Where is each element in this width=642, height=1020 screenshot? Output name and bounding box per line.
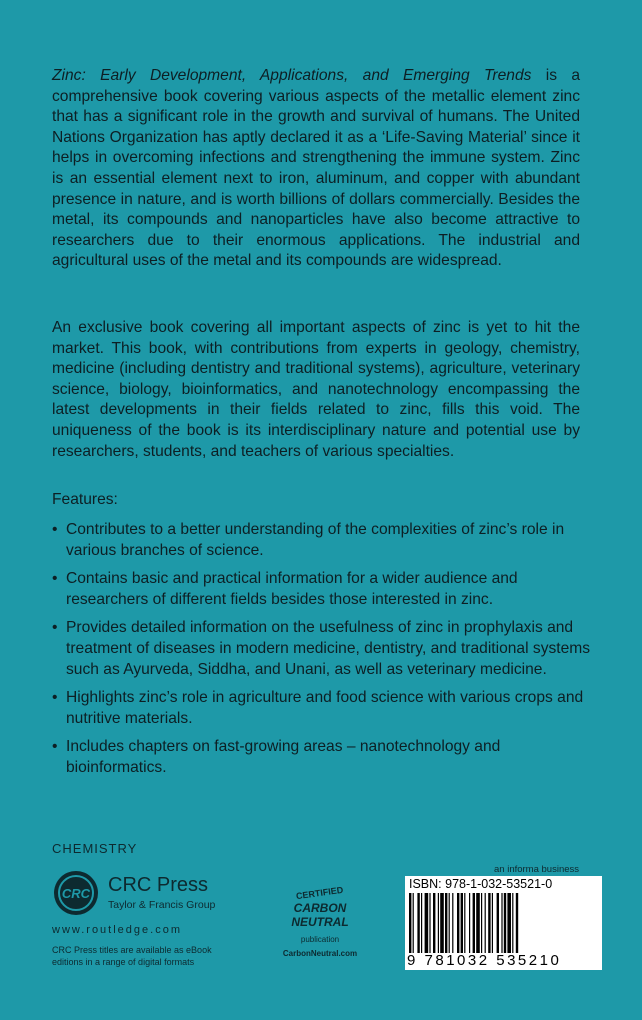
- seal-neutral-text: NEUTRAL: [291, 915, 349, 929]
- book-title: Zinc: Early Development, Applications, and Emerging Trends: [52, 67, 532, 84]
- barcode-number: 9 781032 535210: [407, 952, 562, 969]
- barcode-bar: [492, 893, 493, 953]
- barcode-bar: [438, 893, 439, 953]
- bullet-icon: •: [52, 689, 58, 707]
- barcode-panel: [405, 876, 602, 970]
- features-list: [52, 520, 592, 787]
- seal-publication-text: publication: [300, 935, 340, 944]
- barcode-bar: [421, 893, 422, 953]
- publisher-url: www.routledge.com: [52, 924, 182, 936]
- feature-item: • Provides detailed information on the usefulness of zinc in prophylaxis and treatment of diseases in modern medicine, dentistry, and traditional systems such as Ayurveda, Siddha, and Unani, as well as veterinary medicine.: [52, 619, 591, 678]
- barcode-bar: [512, 893, 513, 953]
- barcode-bar: [507, 893, 511, 953]
- barcode-icon: [409, 893, 598, 953]
- barcode-bar: [476, 893, 480, 953]
- feature-item: • Includes chapters on fast-growing areas – nanotechnology and bioinformatics.: [52, 738, 501, 776]
- barcode-bar: [433, 893, 435, 953]
- crc-logo-text: CRC: [61, 886, 91, 901]
- seal-carbon-text: CARBON: [293, 901, 347, 915]
- barcode-bar: [488, 893, 490, 953]
- barcode-bar: [464, 893, 465, 953]
- ebook-note: CRC Press titles are available as eBook editions in a range of digital formats: [52, 945, 212, 967]
- barcode-bar: [481, 893, 482, 953]
- bullet-icon: •: [52, 521, 58, 538]
- description-paragraph-2: An exclusive book covering all important aspects of zinc is yet to hit the market. This book, with contributions from experts in geology, chemistry, medicine (including dentistry and traditional systems), agriculture, veterinary science, biology, bioinformatics, and nanotechnology encompassing the latest developments in their fields related to zinc, fills this void. The uniqueness of the book is its interdisciplinary nature and potential use by researchers, students, and teachers of various specialties.: [52, 319, 580, 460]
- barcode-bar: [429, 893, 430, 953]
- barcode-bar: [457, 893, 459, 953]
- barcode-bar: [449, 893, 450, 953]
- barcode-bar: [497, 893, 499, 953]
- description-paragraph-1: [52, 66, 580, 272]
- seal-site-text: CarbonNeutral.com: [282, 949, 358, 958]
- feature-item: • Contains basic and practical information for a wider audience and researchers of different fields besides those interested in zinc.: [52, 570, 518, 608]
- publisher-group: Taylor & Francis Group: [108, 899, 216, 911]
- barcode-bar: [445, 893, 447, 953]
- barcode-bar: [413, 893, 414, 953]
- barcode-bar: [461, 893, 463, 953]
- carbon-neutral-seal: [272, 880, 368, 960]
- isbn-text: ISBN: 978-1-032-53521-0: [409, 877, 553, 891]
- barcode-bar: [516, 893, 518, 953]
- crc-logo-icon: [52, 869, 100, 917]
- barcode-bar: [485, 893, 486, 953]
- barcode-bar: [425, 893, 429, 953]
- subject-category: CHEMISTRY: [52, 841, 138, 856]
- barcode-bar: [504, 893, 506, 953]
- bullet-icon: •: [52, 570, 58, 588]
- barcode-bar: [452, 893, 453, 953]
- barcode-bar: [473, 893, 475, 953]
- bullet-icon: •: [52, 738, 58, 756]
- barcode-bar: [417, 893, 419, 953]
- informa-tagline: an informa business: [494, 864, 580, 875]
- barcode-bar: [501, 893, 502, 953]
- feature-item: • Contributes to a better understanding of the complexities of zinc’s role in various branches of science.: [52, 521, 565, 559]
- publisher-name: CRC Press: [108, 874, 209, 896]
- bullet-icon: •: [52, 619, 58, 637]
- feature-item: • Highlights zinc’s role in agriculture and food science with various crops and nutritive materials.: [52, 689, 584, 727]
- features-heading: Features:: [52, 491, 118, 508]
- barcode-bar: [440, 893, 444, 953]
- seal-certified-text: CERTIFIED: [295, 884, 344, 902]
- barcode-bar: [469, 893, 470, 953]
- paragraph-1-body: is a comprehensive book covering various aspects of the metallic element zinc that has a significant role in the growth and survival of humans. The United Nations Organization has aptly declared it as a ‘Life-Saving Material’ since it helps in overcoming infections and strengthening the immune system. Zinc is an essential element next to iron, aluminum, and copper with abundant presence in nature, and is worth billions of dollars commercially. Besides the metal, its compounds and nanoparticles have also become attractive to researchers due to their enormous applications. The industrial and agricultural uses of the metal and its compounds are widespread.: [52, 67, 580, 270]
- barcode-bar: [409, 893, 411, 953]
